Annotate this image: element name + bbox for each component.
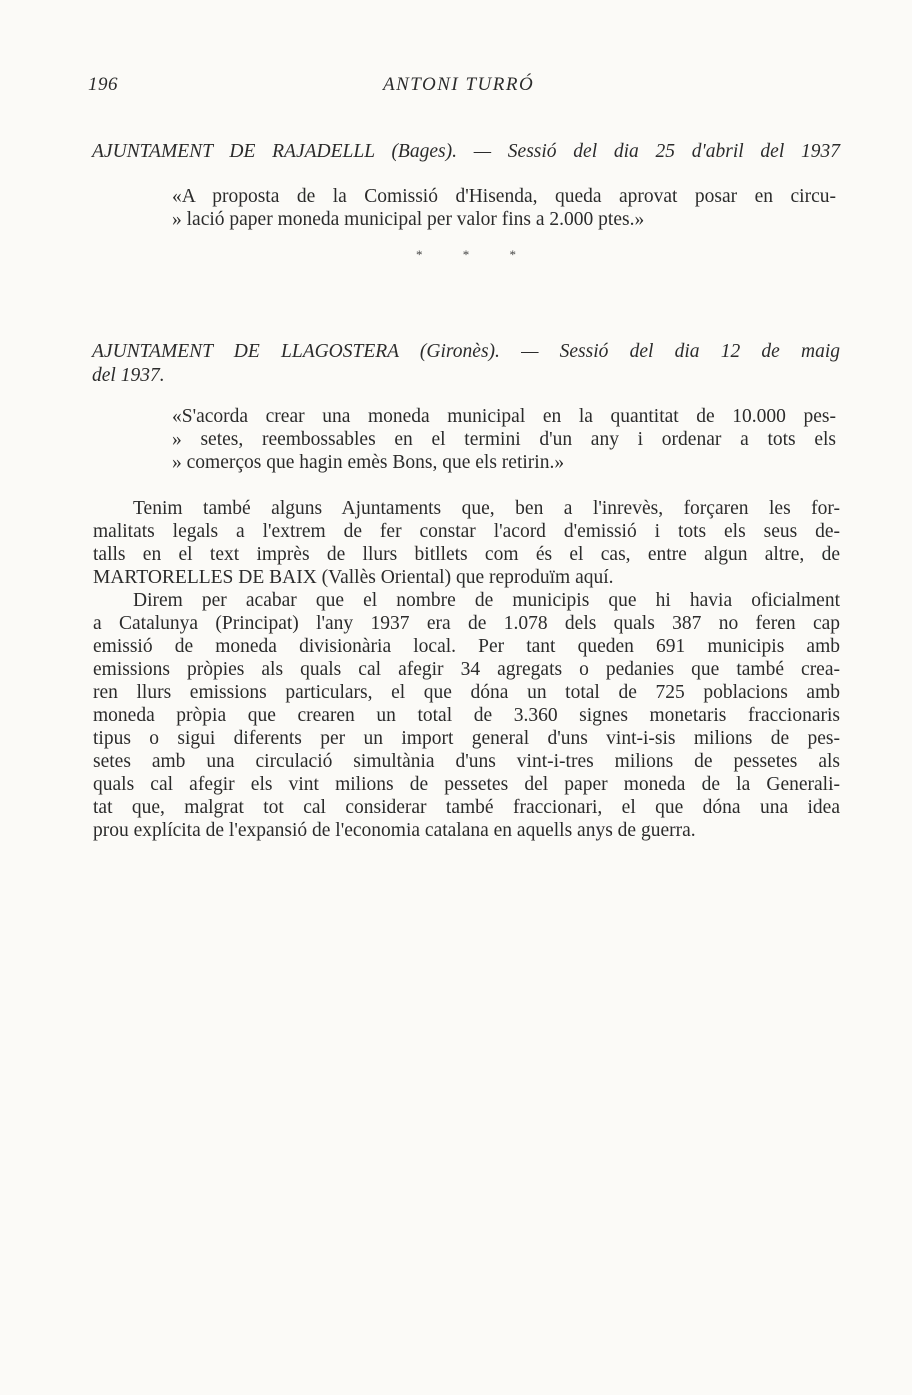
body-line: Tenim també alguns Ajuntaments que, ben a l'inrevès, forçaren les for- — [133, 498, 840, 519]
asterisk: * — [509, 247, 516, 262]
section-heading-llagostera-tail: del 1937. — [92, 365, 165, 386]
quote-line: » lació paper moneda municipal per valor fins a 2.000 ptes.» — [172, 209, 645, 230]
asterisk: * — [416, 247, 423, 262]
section-heading-rajadell: AJUNTAMENT DE RAJADELLL (Bages). — Sessió del dia 25 d'abril del 1937 — [92, 141, 840, 162]
body-line: malitats legals a l'extrem de fer constar l'acord d'emissió i tots els seus de- — [93, 521, 840, 542]
page-header — [88, 74, 838, 104]
section-heading-llagostera: AJUNTAMENT DE LLAGOSTERA (Gironès). — Sessió del dia 12 de maig — [92, 341, 840, 362]
body-line: Direm per acabar que el nombre de municipis que hi havia oficialment — [133, 590, 840, 611]
body-paragraphs — [93, 497, 840, 842]
body-line: emissions pròpies als quals cal afegir 34 agregats o pedanies que també crea- — [93, 659, 840, 680]
body-line: tipus o sigui diferents per un import general d'uns vint-i-sis milions de pes- — [93, 728, 840, 749]
quote-line: » comerços que hagin emès Bons, que els retirin.» — [172, 452, 565, 473]
body-line: MARTORELLES DE BAIX (Vallès Oriental) que reproduïm aquí. — [93, 567, 614, 588]
body-line: prou explícita de l'expansió de l'economia catalana en aquells anys de guerra. — [93, 820, 696, 841]
body-line: tat que, malgrat tot cal considerar també fraccionari, el que dóna una idea — [93, 797, 840, 818]
body-line: setes amb una circulació simultània d'uns vint-i-tres milions de pessetes als — [93, 751, 840, 772]
quote-llagostera — [172, 405, 836, 474]
body-line: quals cal afegir els vint milions de pessetes del paper moneda de la Generali- — [93, 774, 840, 795]
body-line: ren llurs emissions particulars, el que dóna un total de 725 poblacions amb — [93, 682, 840, 703]
page-number: 196 — [88, 74, 118, 95]
body-line: a Catalunya (Principat) l'any 1937 era de 1.078 dels quals 387 no feren cap — [93, 613, 840, 634]
asterism-separator — [416, 247, 516, 263]
body-line: talls en el text imprès de llurs bitllets com és el cas, entre algun altre, de — [93, 544, 840, 565]
body-line: moneda pròpia que crearen un total de 3.360 signes monetaris fraccionaris — [93, 705, 840, 726]
running-head: ANTONI TURRÓ — [383, 74, 535, 95]
quote-rajadell — [172, 185, 836, 231]
quote-line: «A proposta de la Comissió d'Hisenda, queda aprovat posar en circu- — [172, 186, 836, 207]
quote-line: » setes, reembossables en el termini d'un any i ordenar a tots els — [172, 429, 836, 450]
asterisk: * — [462, 247, 470, 262]
body-line: emissió de moneda divisionària local. Per tant queden 691 municipis amb — [93, 636, 840, 657]
quote-line: «S'acorda crear una moneda municipal en la quantitat de 10.000 pes- — [172, 406, 836, 427]
